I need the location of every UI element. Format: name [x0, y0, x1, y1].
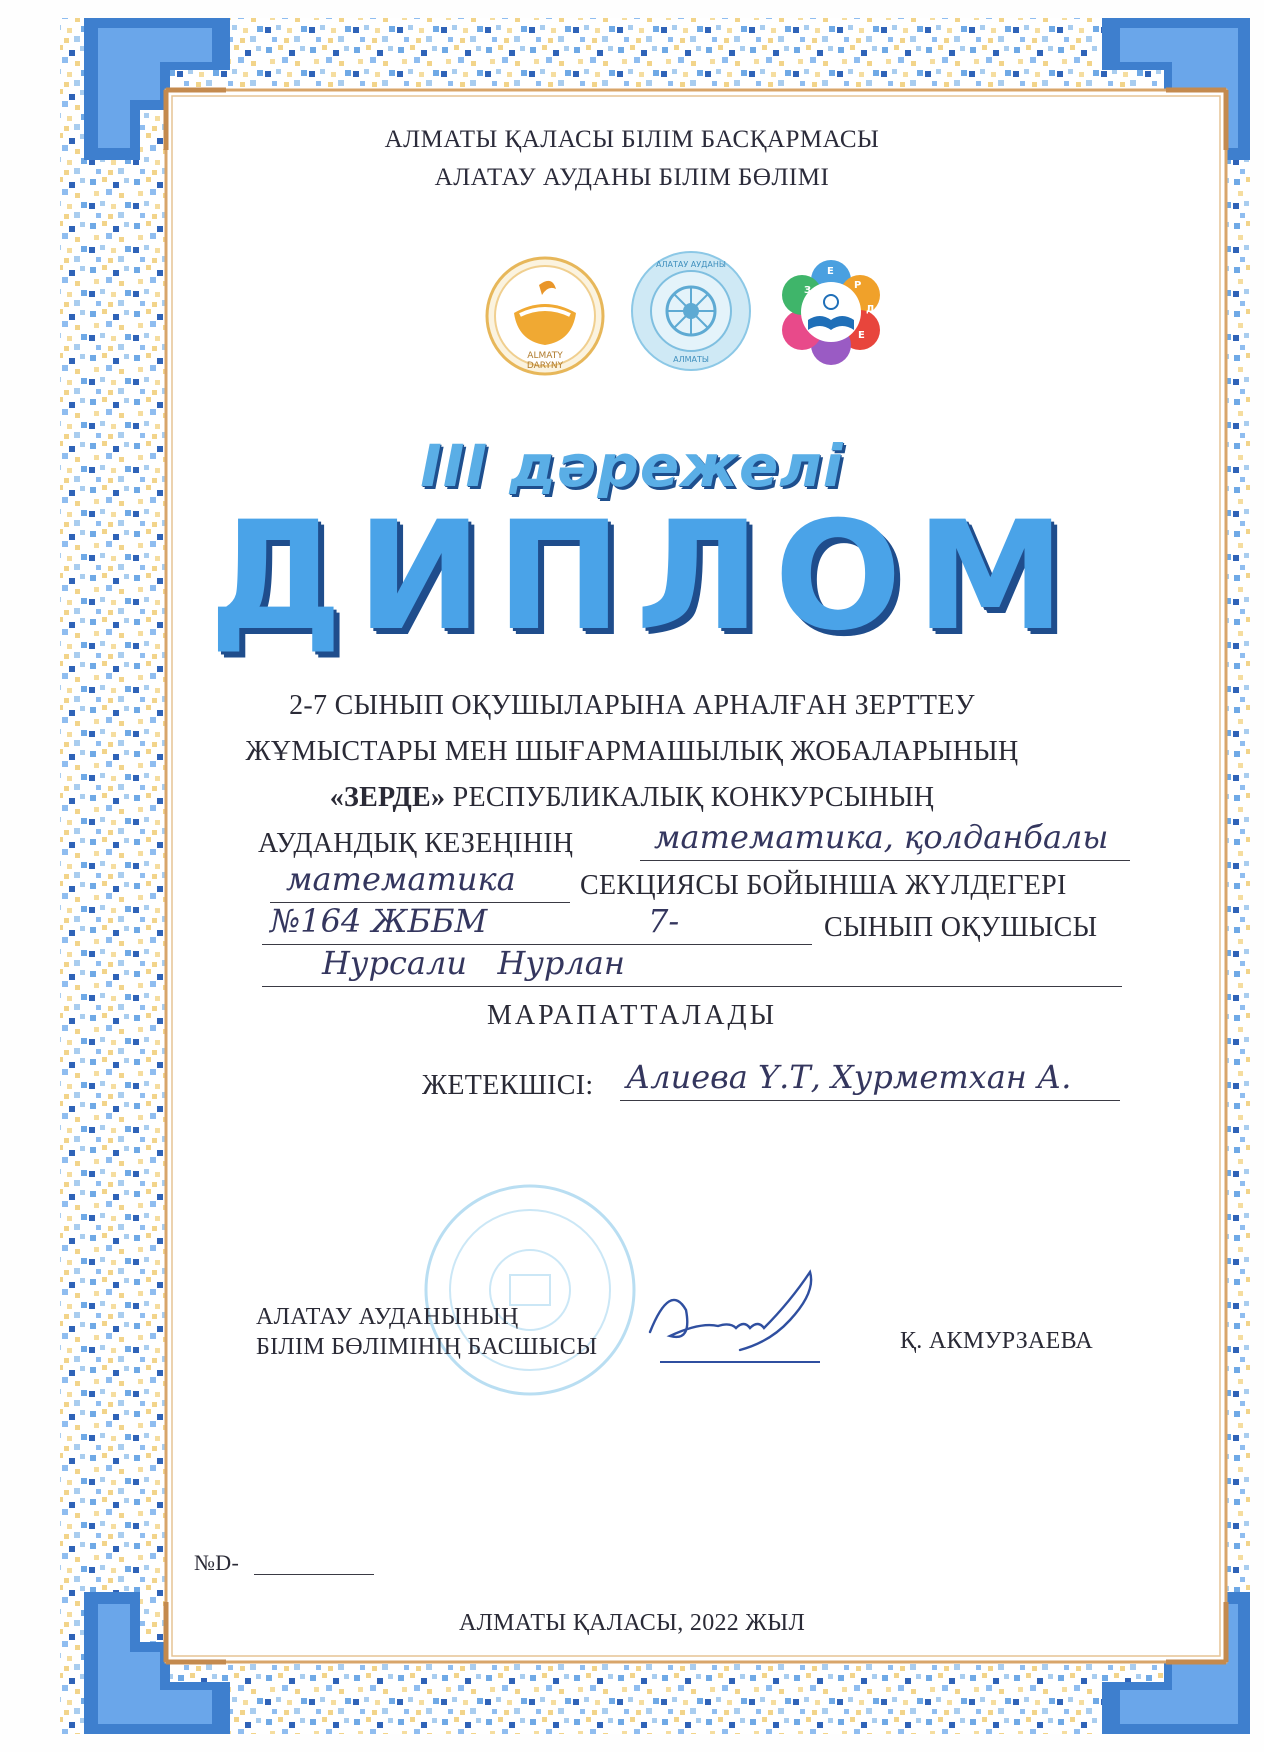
diploma-title: ДИПЛОМ	[208, 490, 1080, 664]
position-line-2: БІЛІМ БӨЛІМІНІҢ БАСШЫСЫ	[256, 1334, 598, 1360]
section-handwritten-1: математика, қолданбалы	[654, 818, 1109, 856]
logo3-letter-2: Е	[827, 266, 834, 277]
alatau-district-emblem	[630, 250, 752, 372]
section-underline-1	[640, 860, 1130, 861]
position-line-1: АЛАТАУ АУДАНЫНЫҢ	[256, 1304, 519, 1330]
signer-name: Қ. АКМУРЗАЕВА	[900, 1328, 1094, 1354]
school-handwritten: №164 ЖББМ	[270, 902, 488, 940]
logo1-text-top: ALMATY	[527, 351, 563, 361]
grade-title: III дәрежелі	[420, 432, 844, 500]
logo3-letter-1: З	[804, 285, 812, 296]
student-name-handwritten: Нурсали Нурлан	[322, 944, 625, 982]
student-underline	[262, 986, 1122, 987]
award-text: МАРАПАТТАЛАДЫ	[486, 1000, 778, 1031]
body-line-3	[0, 782, 1264, 814]
logo1-text-bottom: DARYNY	[526, 361, 564, 371]
logo3-letter-3: Р	[854, 280, 862, 291]
logo3-letter-5: Е	[858, 330, 865, 341]
section-label: СЕКЦИЯСЫ БОЙЫНША ЖҮЛДЕГЕРІ	[580, 870, 1067, 901]
logo2-text-bottom: АЛМАТЫ	[673, 355, 709, 364]
student-class-label: СЫНЫП ОҚУШЫСЫ	[824, 912, 1098, 943]
logo3-letter-4: Д	[866, 304, 875, 315]
section-handwritten-2: математика	[286, 860, 516, 898]
header-line-2: АЛАТАУ АУДАНЫ БІЛІМ БӨЛІМІ	[434, 164, 830, 191]
almaty-daryny-logo	[484, 255, 606, 377]
zerde-contest-logo	[770, 250, 892, 372]
stage-label: АУДАНДЫҚ КЕЗЕҢІНІҢ	[258, 828, 574, 859]
number-underline	[254, 1574, 374, 1575]
body-line-1: 2-7 СЫНЫП ОҚУШЫЛАРЫНА АРНАЛҒАН ЗЕРТТЕУ	[289, 690, 975, 721]
contest-name: «ЗЕРДЕ»	[329, 782, 446, 813]
body-line-2: ЖҰМЫСТАРЫ МЕН ШЫҒАРМАШЫЛЫҚ ЖОБАЛАРЫНЫҢ	[245, 736, 1019, 767]
supervisor-underline	[620, 1100, 1120, 1101]
header-line-1: АЛМАТЫ ҚАЛАСЫ БІЛІМ БАСҚАРМАСЫ	[384, 126, 880, 153]
handwritten-signature	[640, 1262, 830, 1372]
logo2-text-top: АЛАТАУ АУДАНЫ	[656, 260, 726, 269]
contest-rest: РЕСПУБЛИКАЛЫҚ КОНКУРСЫНЫҢ	[452, 782, 935, 813]
supervisor-label: ЖЕТЕКШІСІ:	[422, 1070, 594, 1101]
grade-handwritten: 7-	[648, 902, 680, 940]
supervisor-handwritten: Алиева Ү.Т, Хурметхан А.	[626, 1058, 1072, 1096]
city-year: АЛМАТЫ ҚАЛАСЫ, 2022 ЖЫЛ	[458, 1610, 806, 1636]
number-label: №D-	[194, 1550, 240, 1575]
official-stamp	[420, 1180, 640, 1400]
